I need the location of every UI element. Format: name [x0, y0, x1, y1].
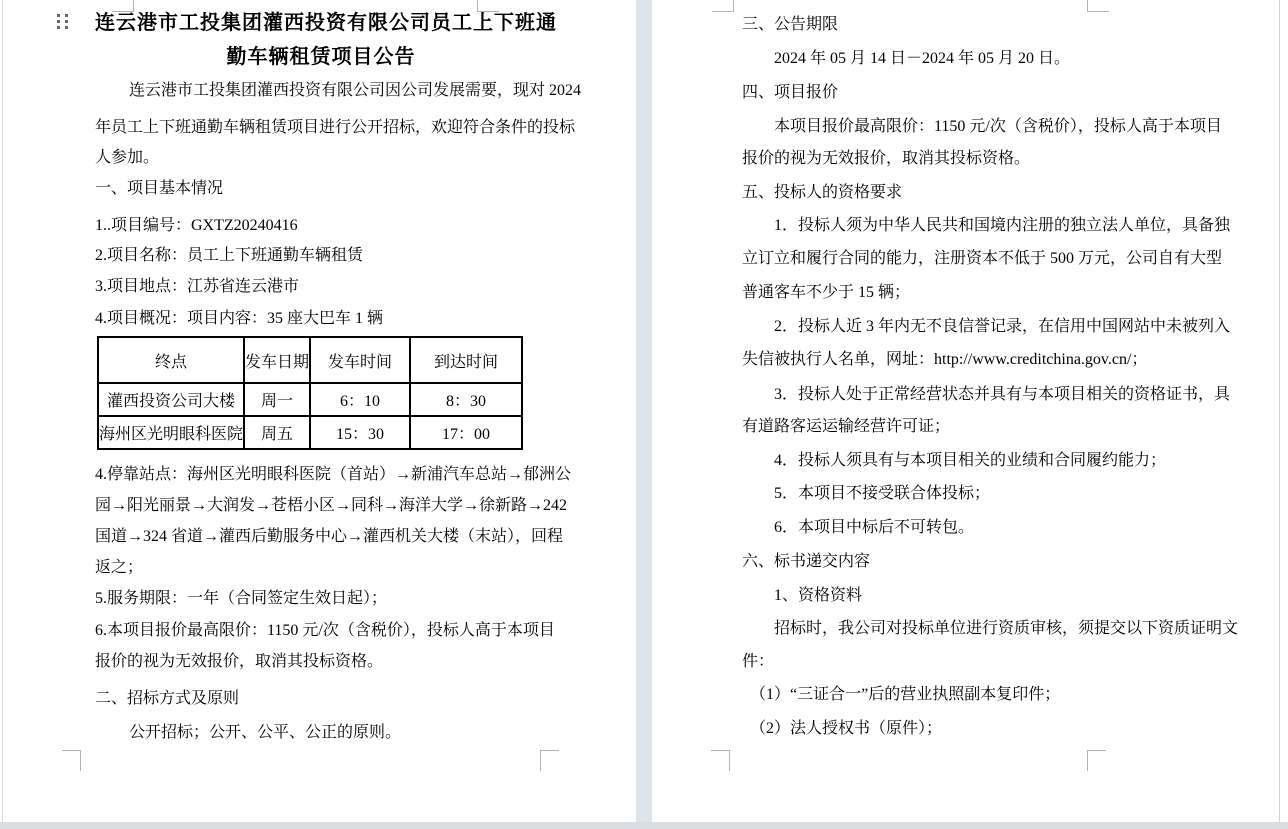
section-heading: 四、项目报价	[742, 84, 839, 101]
table-cell: 海州区光明眼科医院	[98, 416, 244, 449]
text-line: 4．投标人须具有与本项目相关的业绩和合同履约能力；	[774, 452, 1167, 469]
text-line: 招标时，我公司对投标单位进行资质审核，须提交以下资质证明文	[774, 620, 1239, 637]
text-line: 4.停靠站点：海州区光明眼科医院（首站）→新浦汽车总站→郁洲公	[95, 466, 572, 483]
text-line: 6．本项目中标后不可转包。	[774, 519, 975, 536]
table-header-cell: 发车时间	[310, 337, 410, 383]
workspace-background	[0, 822, 1288, 829]
section-heading: 三、公告期限	[742, 16, 839, 33]
text-line: 6.本项目报价最高限价：1150 元/次（含税价），投标人高于本项目	[95, 622, 555, 639]
text-line: 5．本项目不接受联合体投标；	[774, 485, 991, 502]
text-line: 3．投标人处于正常经营状态并具有与本项目相关的资格证书，具	[774, 386, 1231, 403]
text-line: 2.项目名称：员工上下班通勤车辆租赁	[95, 247, 364, 264]
text-line: 1、资格资料	[774, 587, 863, 604]
table-header-cell: 到达时间	[410, 337, 522, 383]
margin-crop-mark	[1087, 0, 1109, 12]
table-row	[98, 416, 522, 449]
page-edge-divider-left	[2, 0, 3, 822]
section-heading: 一、项目基本情况	[95, 180, 224, 197]
section-heading: 六、标书递交内容	[742, 553, 871, 570]
margin-crop-mark	[711, 750, 730, 771]
table-cell: 8：30	[410, 383, 522, 416]
text-line: 4.项目概况：项目内容：35 座大巴车 1 辆	[95, 310, 384, 327]
text-line: 有道路客运运输经营许可证；	[742, 418, 951, 435]
drag-handle-icon[interactable]	[57, 14, 68, 29]
text-line: 连云港市工投集团灌西投资有限公司因公司发展需要，现对 2024	[129, 82, 582, 99]
text-line: 公开招标；公开、公平、公正的原则。	[129, 724, 402, 741]
text-line: 本项目报价最高限价：1150 元/次（含税价），投标人高于本项目	[774, 118, 1222, 135]
table-cell: 15：30	[310, 416, 410, 449]
table-row	[98, 383, 522, 416]
section-heading: 五、投标人的资格要求	[742, 184, 903, 201]
text-line: 2．投标人近 3 年内无不良信誉记录，在信用中国网站中未被列入	[774, 318, 1231, 335]
text-line: 2024 年 05 月 14 日－2024 年 05 月 20 日。	[774, 50, 1071, 67]
text-line: 3.项目地点：江苏省连云港市	[95, 278, 300, 295]
text-line: 报价的视为无效报价，取消其投标资格。	[95, 653, 384, 670]
document-title-line: 勤车辆租赁项目公告	[226, 46, 416, 68]
text-line: 失信被执行人名单，网址：http://www.creditchina.gov.cn/；	[742, 351, 1148, 368]
text-line: 年员工上下班通勤车辆租赁项目进行公开招标，欢迎符合条件的投标	[95, 119, 576, 136]
text-line: （1）“三证合一”后的营业执照副本复印件；	[750, 686, 1061, 703]
table-header-cell: 终点	[98, 337, 244, 383]
table-cell: 灌西投资公司大楼	[98, 383, 244, 416]
text-line: 1..项目编号：GXTZ20240416	[95, 217, 298, 234]
page-edge-divider-right	[1279, 0, 1280, 822]
table-cell: 6：10	[310, 383, 410, 416]
margin-crop-mark	[1087, 750, 1106, 771]
text-line: 人参加。	[95, 149, 160, 166]
margin-crop-mark	[540, 750, 559, 771]
text-line: 报价的视为无效报价，取消其投标资格。	[742, 150, 1031, 167]
text-line: （2）法人授权书（原件）；	[750, 720, 943, 737]
text-line: 国道→324 省道→灌西后勤服务中心→灌西机关大楼（末站），回程	[95, 528, 564, 545]
text-line: 5.服务期限：一年（合同签定生效日起）；	[95, 590, 388, 607]
table-cell: 17：00	[410, 416, 522, 449]
text-line: 园→阳光丽景→大润发→苍梧小区→同科→海洋大学→徐新路→242	[95, 497, 568, 514]
table-header-cell: 发车日期	[244, 337, 310, 383]
text-line: 返之；	[95, 559, 144, 576]
page-gap	[636, 0, 652, 822]
text-line: 普通客车不少于 15 辆；	[742, 284, 911, 301]
margin-crop-mark	[712, 0, 734, 12]
document-title-line: 连云港市工投集团灌西投资有限公司员工上下班通	[95, 12, 557, 34]
table-cell: 周一	[244, 383, 310, 416]
section-heading: 二、招标方式及原则	[95, 690, 240, 707]
margin-crop-mark	[62, 750, 81, 771]
text-line: 立订立和履行合同的能力，注册资本不低于 500 万元，公司自有大型	[742, 250, 1223, 267]
text-line: 件：	[742, 653, 775, 670]
table-cell: 周五	[244, 416, 310, 449]
bus-schedule-table	[97, 336, 523, 450]
text-line: 1．投标人须为中华人民共和国境内注册的独立法人单位，具备独	[774, 217, 1231, 234]
